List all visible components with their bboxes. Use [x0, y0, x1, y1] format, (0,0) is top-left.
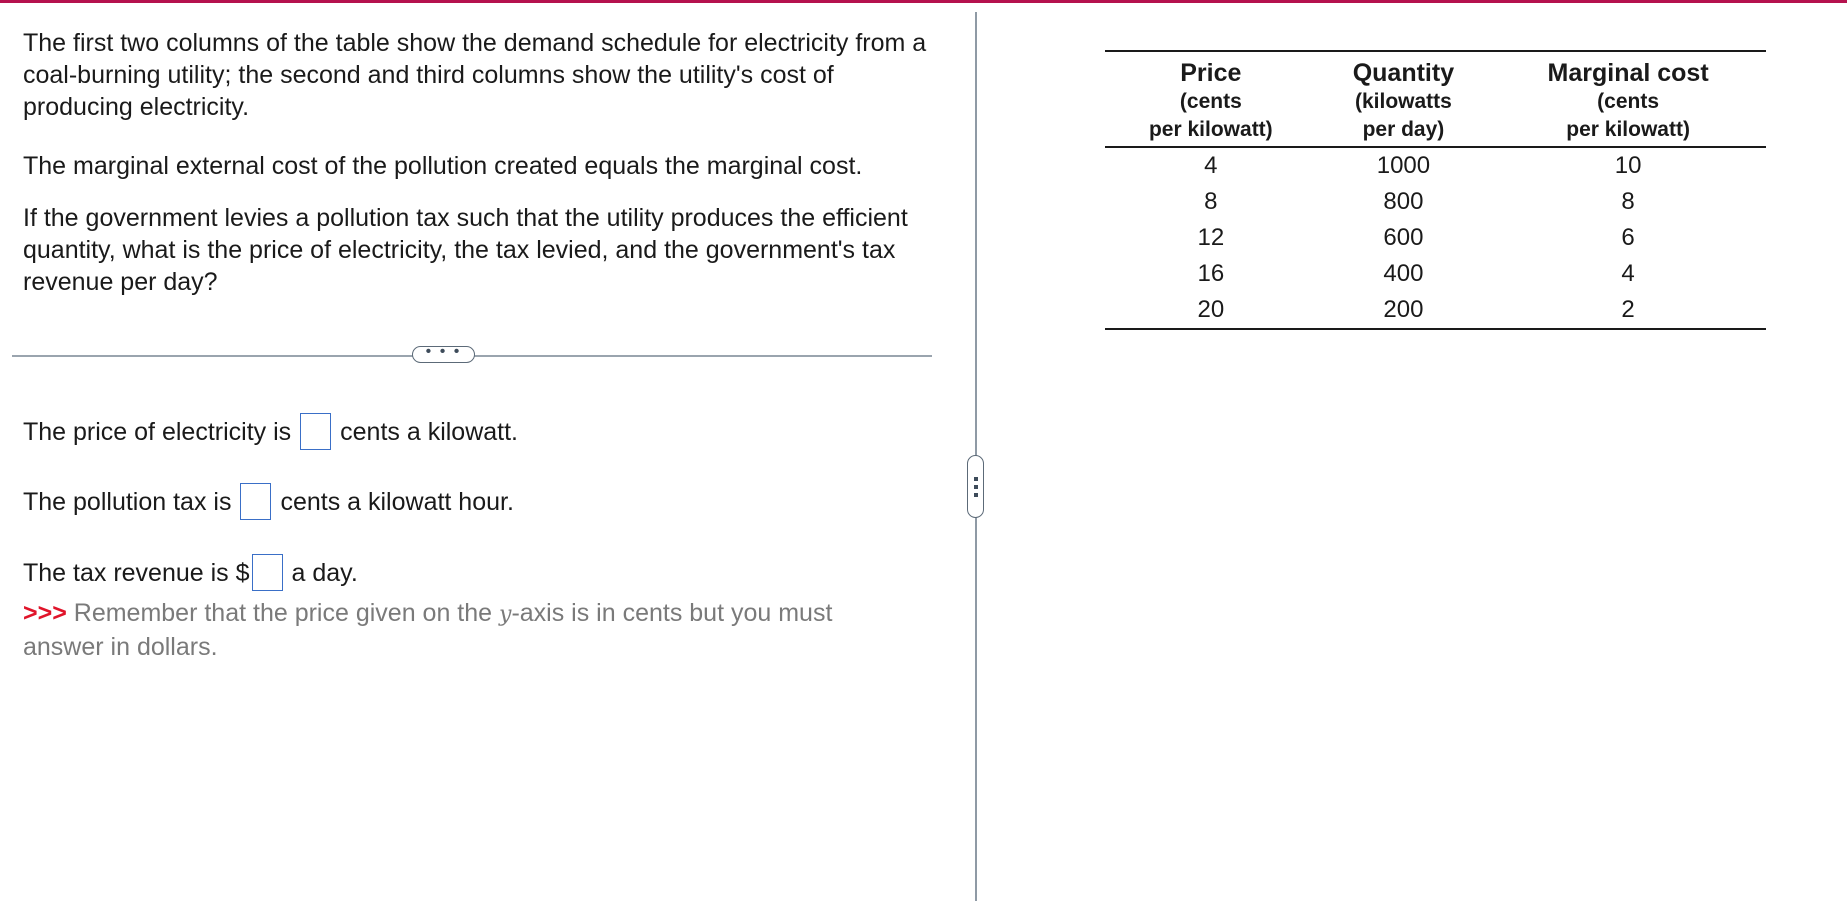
grip-dot-icon: [974, 493, 978, 497]
answer-price-line: [23, 413, 518, 450]
header-quantity-unit: (kilowatts: [1354, 90, 1452, 113]
price-answer-input[interactable]: [300, 413, 331, 450]
header-price-unit: (cents: [1179, 90, 1242, 113]
header-quantity: [1317, 51, 1491, 147]
question-text: [23, 27, 943, 298]
cell-quantity: 800: [1383, 188, 1424, 215]
header-price: [1105, 51, 1317, 147]
cell-quantity: 1000: [1376, 152, 1431, 179]
table-row: [1105, 147, 1766, 184]
answer-revenue-suffix: a day.: [291, 558, 358, 587]
cell-marginal-cost: 10: [1614, 152, 1642, 179]
header-quantity-title: Quantity: [1352, 59, 1455, 87]
question-pane: [0, 3, 975, 901]
header-marginal-cost: [1490, 51, 1766, 147]
cell-price: 8: [1204, 188, 1218, 215]
cell-price: 12: [1197, 224, 1225, 251]
table-row: [1105, 184, 1766, 220]
header-marginal-cost-unit-2: per kilowatt): [1566, 118, 1690, 141]
schedule-table: [1105, 50, 1766, 330]
answer-tax-suffix: cents a kilowatt hour.: [280, 487, 514, 516]
answer-price-suffix: cents a kilowatt.: [340, 417, 518, 446]
answer-tax-line: [23, 483, 514, 520]
cell-price: 20: [1105, 292, 1317, 329]
answer-revenue-line: [23, 554, 358, 591]
grip-dot-icon: [974, 485, 978, 489]
cell-price: 16: [1197, 260, 1225, 287]
cell-price: 4: [1204, 152, 1218, 179]
header-quantity-unit-2: per day): [1362, 118, 1445, 141]
table-row: [1105, 256, 1766, 292]
table-header-row: [1105, 51, 1766, 147]
revenue-answer-input[interactable]: [252, 554, 283, 591]
pane-resize-handle[interactable]: [967, 455, 984, 518]
table-row: [1105, 292, 1766, 329]
cell-quantity: 200: [1317, 292, 1491, 329]
answer-revenue-prefix: The tax revenue is $: [23, 558, 250, 587]
table-row: [1105, 220, 1766, 256]
cell-marginal-cost: 8: [1621, 188, 1635, 215]
hint-axis-variable: y: [499, 602, 512, 627]
hint-text-after: -axis is in cents but you must answer in dollars.: [23, 599, 833, 661]
grip-dot-icon: [974, 477, 978, 481]
question-paragraph-2: The marginal external cost of the pollution created equals the marginal cost.: [23, 152, 863, 180]
tax-answer-input[interactable]: [240, 483, 271, 520]
hint-text-before: Remember that the price given on the: [66, 599, 499, 627]
header-marginal-cost-title: Marginal cost: [1547, 59, 1709, 87]
table-pane: [1105, 50, 1766, 330]
cell-quantity: 400: [1383, 260, 1424, 287]
cell-marginal-cost: 6: [1621, 224, 1635, 251]
expand-more-button[interactable]: • • •: [412, 346, 475, 363]
header-price-title: Price: [1180, 59, 1242, 87]
cell-marginal-cost: 4: [1621, 260, 1635, 287]
answer-tax-prefix: The pollution tax is: [23, 487, 232, 516]
cell-marginal-cost: 2: [1490, 292, 1766, 329]
header-price-unit-2: per kilowatt): [1148, 118, 1273, 141]
answer-price-prefix: The price of electricity is: [23, 417, 292, 446]
question-paragraph-1: The first two columns of the table show the demand schedule for electricity from a coal-burning utility; the second and third columns show the utility's cost of producing electricity.: [23, 29, 927, 121]
hint-text: [23, 597, 903, 663]
question-paragraph-3: If the government levies a pollution tax such that the utility produces the efficient quantity, what is the price of electricity, the tax levied, and the government's tax revenue per day?: [23, 204, 908, 296]
cell-quantity: 600: [1383, 224, 1424, 251]
hint-arrows-icon: >>>: [23, 599, 67, 627]
header-marginal-cost-unit: (cents: [1597, 90, 1660, 113]
